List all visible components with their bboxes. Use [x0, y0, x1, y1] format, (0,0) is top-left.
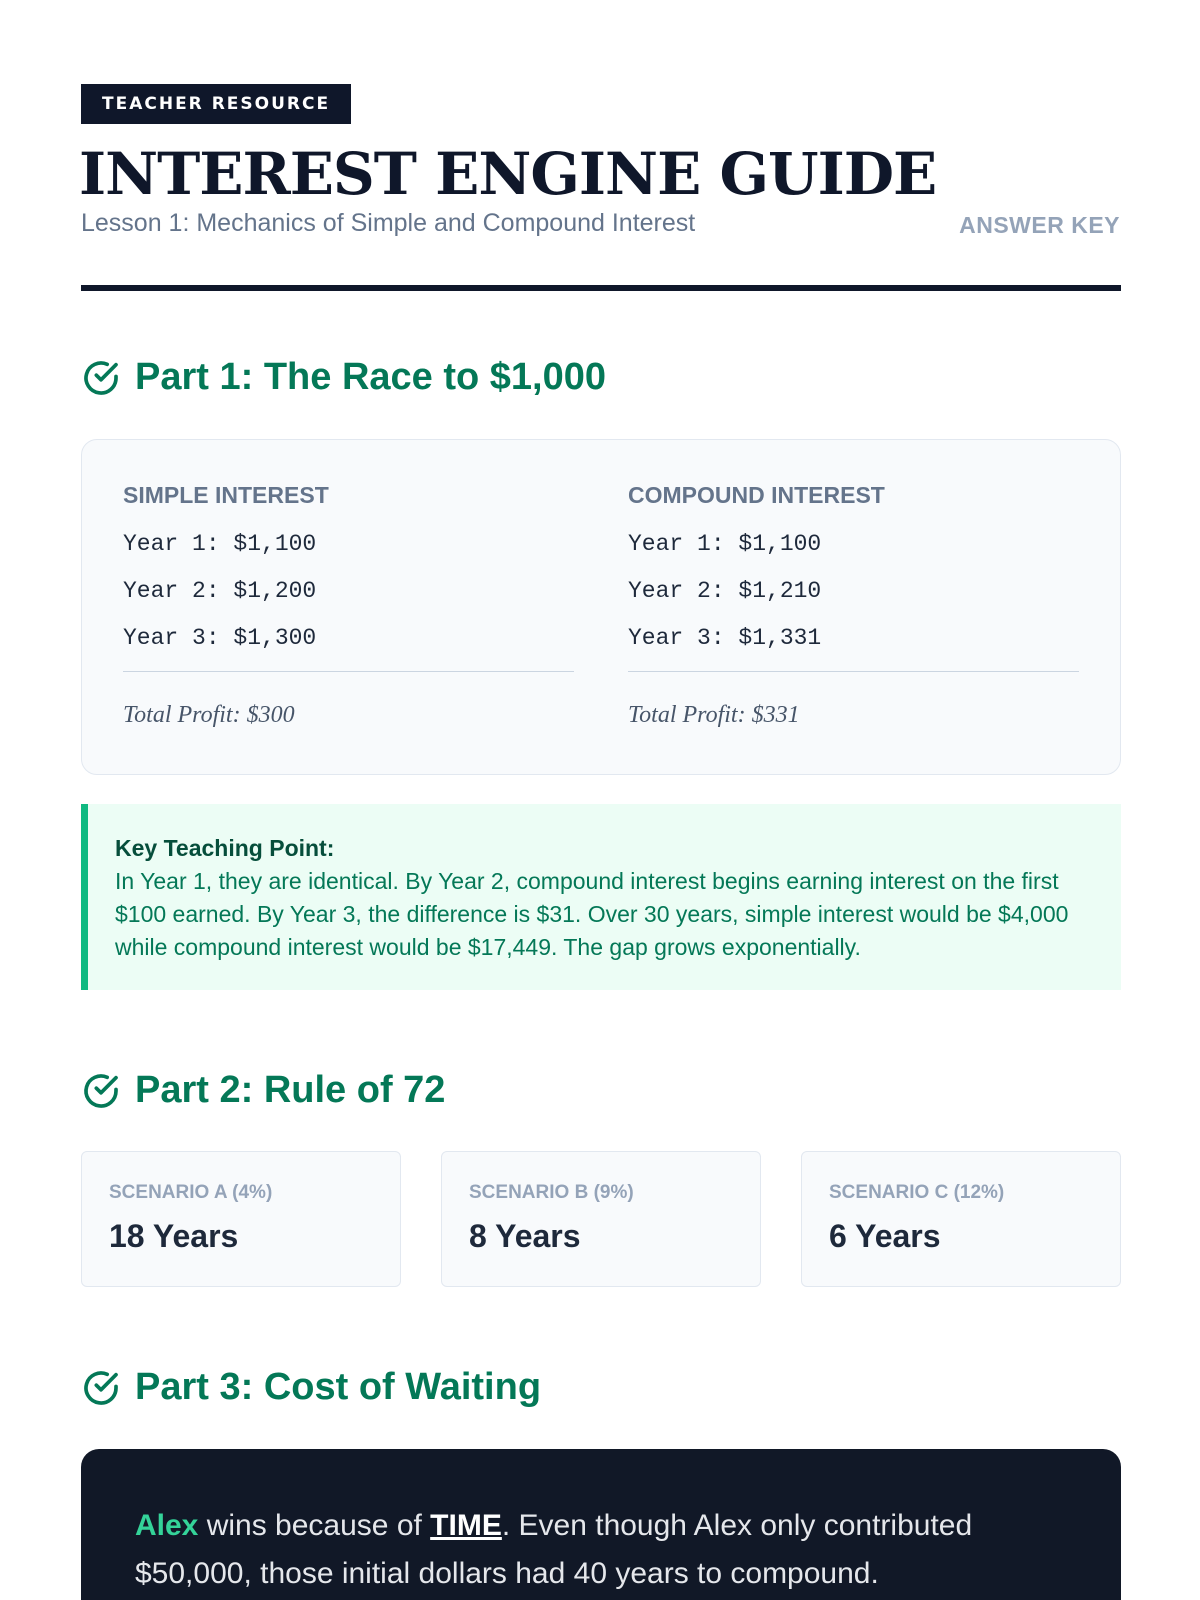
- answer-text-2: . Even though Alex only contributed $50,000, those initial dollars had 40 years to compound.: [135, 1509, 973, 1590]
- compound-year-row: Year 1: $1,100: [628, 531, 822, 557]
- scenario-card-c: [801, 1151, 1121, 1287]
- check-circle-icon: [81, 358, 121, 398]
- part2-heading: [81, 1069, 445, 1112]
- answer-text-1: wins because of: [198, 1509, 431, 1542]
- simple-total-profit: Total Profit: $300: [123, 702, 295, 728]
- compound-total-profit: Total Profit: $331: [628, 702, 800, 728]
- part1-heading-text: Part 1: The Race to $1,000: [135, 356, 606, 398]
- callout-body: In Year 1, they are identical. By Year 2, compound interest begins earning interest on the first $100 earned. By Year 3, the difference is $31. Over 30 years, simple interest would be $4,000 while compound interest would be $17,449. The gap grows exponentially.: [115, 868, 1069, 960]
- check-circle-icon: [81, 1071, 121, 1111]
- scenario-value: 6 Years: [829, 1218, 941, 1254]
- scenario-label: SCENARIO C (12%): [829, 1182, 1005, 1203]
- cost-of-waiting-answer: [81, 1449, 1121, 1600]
- compound-divider: [628, 671, 1079, 672]
- scenario-card-b: [441, 1151, 761, 1287]
- compound-year-row: Year 3: $1,331: [628, 625, 822, 651]
- lesson-subtitle: Lesson 1: Mechanics of Simple and Compound Interest: [81, 209, 696, 237]
- check-circle-icon: [81, 1368, 121, 1408]
- winner-name: Alex: [135, 1509, 199, 1542]
- simple-interest-column: [123, 482, 574, 774]
- resource-badge: TEACHER RESOURCE: [81, 84, 351, 124]
- scenario-value: 18 Years: [109, 1218, 239, 1254]
- scenario-label: SCENARIO B (9%): [469, 1182, 634, 1203]
- header-divider: [81, 285, 1121, 291]
- compound-year-row: Year 2: $1,210: [628, 578, 822, 604]
- simple-interest-title: SIMPLE INTEREST: [123, 482, 329, 508]
- part3-heading-text: Part 3: Cost of Waiting: [135, 1366, 542, 1408]
- simple-year-row: Year 3: $1,300: [123, 625, 317, 651]
- emphasis-time: TIME: [430, 1509, 502, 1542]
- part1-heading: [81, 356, 606, 399]
- compound-interest-column: [628, 482, 1079, 774]
- scenario-value: 8 Years: [469, 1218, 581, 1254]
- simple-divider: [123, 671, 574, 672]
- key-teaching-point-callout: [81, 804, 1121, 990]
- part3-heading: [81, 1366, 541, 1409]
- simple-year-row: Year 1: $1,100: [123, 531, 317, 557]
- part2-heading-text: Part 2: Rule of 72: [135, 1069, 446, 1111]
- page-title: INTEREST ENGINE GUIDE: [79, 140, 937, 208]
- scenario-card-a: [81, 1151, 401, 1287]
- answer-key-label: ANSWER KEY: [959, 212, 1120, 238]
- callout-title: Key Teaching Point:: [115, 835, 335, 861]
- scenario-label: SCENARIO A (4%): [109, 1182, 273, 1203]
- interest-comparison-card: [81, 439, 1121, 775]
- simple-year-row: Year 2: $1,200: [123, 578, 317, 604]
- compound-interest-title: COMPOUND INTEREST: [628, 482, 885, 508]
